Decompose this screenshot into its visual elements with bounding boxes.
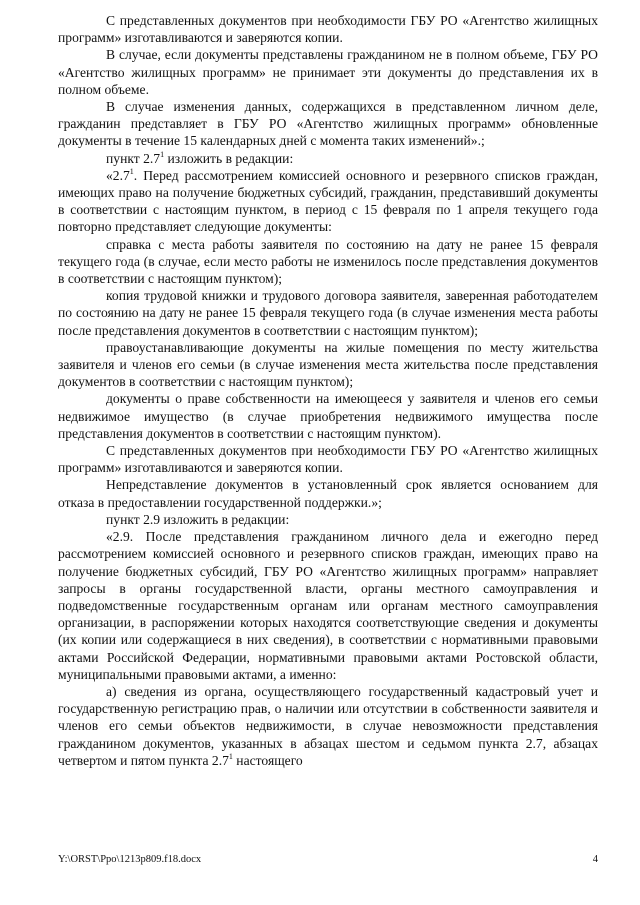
paragraph-item-2-7-1-heading: пункт $2.7^1$ изложить в редакции: — [106, 149, 294, 166]
paragraph: Непредставление документов в установленный срок является основанием для отказа в предоставлении государственной поддержки.»; — [58, 477, 598, 510]
page-footer — [58, 854, 598, 865]
paragraph: «2.9. После представления гражданином личного дела и ежегодно перед рассмотрением комиссией основного и резервного списков граждан, имеющих право на получение бюджетных субсидий, ГБУ РО «Агентство жилищных программ» направляет запросы в органы государственной власти, органы местного самоуправления и подведомственные государственным органам или органам местного самоуправления организации, в распоряжении которых находятся соответствующие сведения и документы (их копии или содержащиеся в них сведения), в соответствии с нормативными правовыми актами Российской Федерации, нормативными правовыми актами Ростовской области, муниципальными правовыми актами, а именно: — [58, 529, 598, 682]
paragraph: С представленных документов при необходимости ГБУ РО «Агентство жилищных программ» изготавливаются и заверяются копии. — [58, 443, 598, 476]
paragraph: пункт 2.9 изложить в редакции: — [106, 511, 290, 527]
paragraph-item-2-7-1-text: «$2.7^1$. Перед рассмотрением комиссией основного и резервного списков граждан, имеющих право на получение бюджетных субсидий, гражданин, представивший документы в соответствии с настоящим пунктом, в период с 15 февраля по 1 апреля текущего года повторно представляет следующие документы: — [58, 166, 598, 235]
paragraph: копия трудовой книжки и трудового договора заявителя, заверенная работодателем по состоянию на дату не ранее 15 февраля текущего года (в случае изменения места работы после представления документов в соответствии с настоящим пунктом); — [58, 288, 598, 338]
document-body — [58, 12, 598, 769]
paragraph: справка с места работы заявителя по состоянию на дату не ранее 15 февраля текущего года (в случае, если место работы не изменилось после представления документов в соответствии с настоящим пунктом); — [58, 236, 598, 287]
paragraph: В случае изменения данных, содержащихся в представленном личном деле, гражданин представляет в ГБУ РО «Агентство жилищных программ» обновленные документы в течение 15 календарных дней с момента таких изменений».; — [58, 99, 598, 149]
file-path: Y:\ORST\Ppo\1213p809.f18.docx — [58, 854, 202, 865]
paragraph: С представленных документов при необходимости ГБУ РО «Агентство жилищных программ» изготавливаются и заверяются копии. — [58, 13, 598, 46]
paragraph: документы о праве собственности на имеющееся у заявителя и членов его семьи недвижимое имущество (в случае приобретения недвижимого имущества после представления документов в соответствии с настоящим пунктом). — [58, 391, 598, 441]
page-number: 4 — [592, 854, 598, 865]
paragraph: В случае, если документы представлены гражданином не в полном объеме, ГБУ РО «Агентство жилищных программ» не принимает эти документы до представления их в полном объеме. — [58, 47, 598, 97]
paragraph-last: а) сведения из органа, осуществляющего государственный кадастровый учет и государственную регистрацию прав, о наличии или отсутствии в собственности заявителя и членов его семьи объектов недвижимости, в случае невозможности представления гражданином документов, указанных в абзацах шестом и седьмом пункта 2.7, абзацах четвертом и пятом пункта $2.7^1$ настоящего — [58, 683, 598, 768]
paragraph: правоустанавливающие документы на жилые помещения по месту жительства заявителя и членов его семьи (в случае изменения места жительства после представления документов в соответствии с настоящим пунктом); — [58, 339, 598, 390]
